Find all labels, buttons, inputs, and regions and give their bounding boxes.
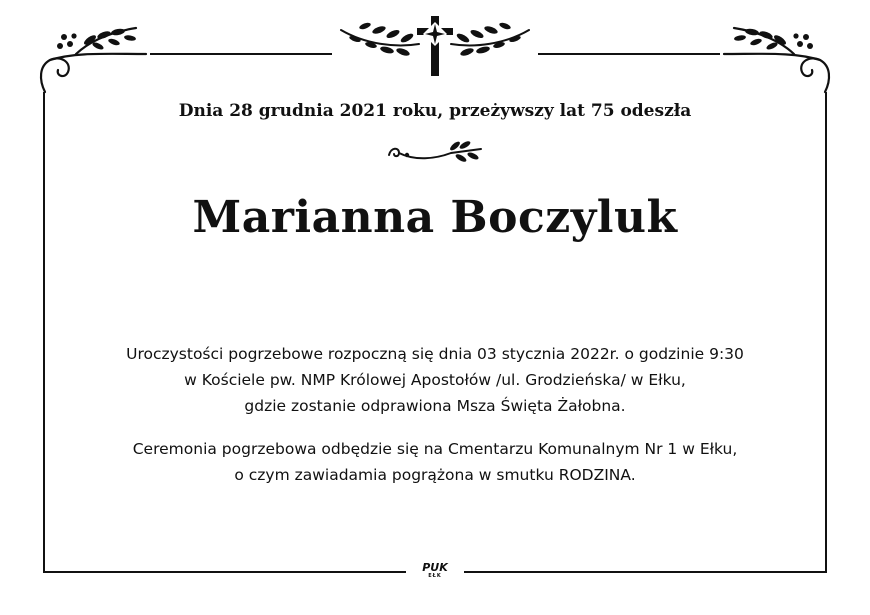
laurel-flourish-icon — [385, 141, 485, 167]
cross-with-laurel-icon — [335, 12, 535, 78]
ceremony-line: w Kościele pw. NMP Królowej Apostołów /ul. Grodzieńska/ w Ełku, — [184, 371, 686, 389]
frame-left-border — [43, 92, 45, 572]
burial-line: o czym zawiadamia pogrążona w smutku RODZINA. — [234, 466, 636, 484]
logo-main-text: PUK — [422, 561, 448, 574]
ceremony-line: gdzie zostanie odprawiona Msza Święta Żałobna. — [244, 397, 626, 415]
puk-logo — [412, 562, 458, 579]
deceased-name: Marianna Boczyluk — [192, 192, 678, 243]
frame-bottom-border-left — [43, 571, 406, 573]
frame-right-border — [825, 92, 827, 572]
burial-line: Ceremonia pogrzebowa odbędzie się na Cmentarzu Komunalnym Nr 1 w Ełku, — [132, 440, 738, 458]
floral-corner-right-icon — [714, 10, 834, 100]
floral-corner-left-icon — [36, 10, 156, 100]
ceremony-paragraph — [0, 341, 870, 419]
frame-top-line-right — [538, 53, 720, 55]
frame-top-line-left — [150, 53, 332, 55]
intro-text: Dnia 28 grudnia 2021 roku, przeżywszy lat 75 odeszła — [178, 101, 692, 121]
logo-sub-text: EŁK — [428, 573, 442, 579]
ceremony-line: Uroczystości pogrzebowe rozpoczną się dnia 03 stycznia 2022r. o godzinie 9:30 — [126, 345, 744, 363]
frame-bottom-border-right — [464, 571, 827, 573]
burial-paragraph — [0, 436, 870, 488]
